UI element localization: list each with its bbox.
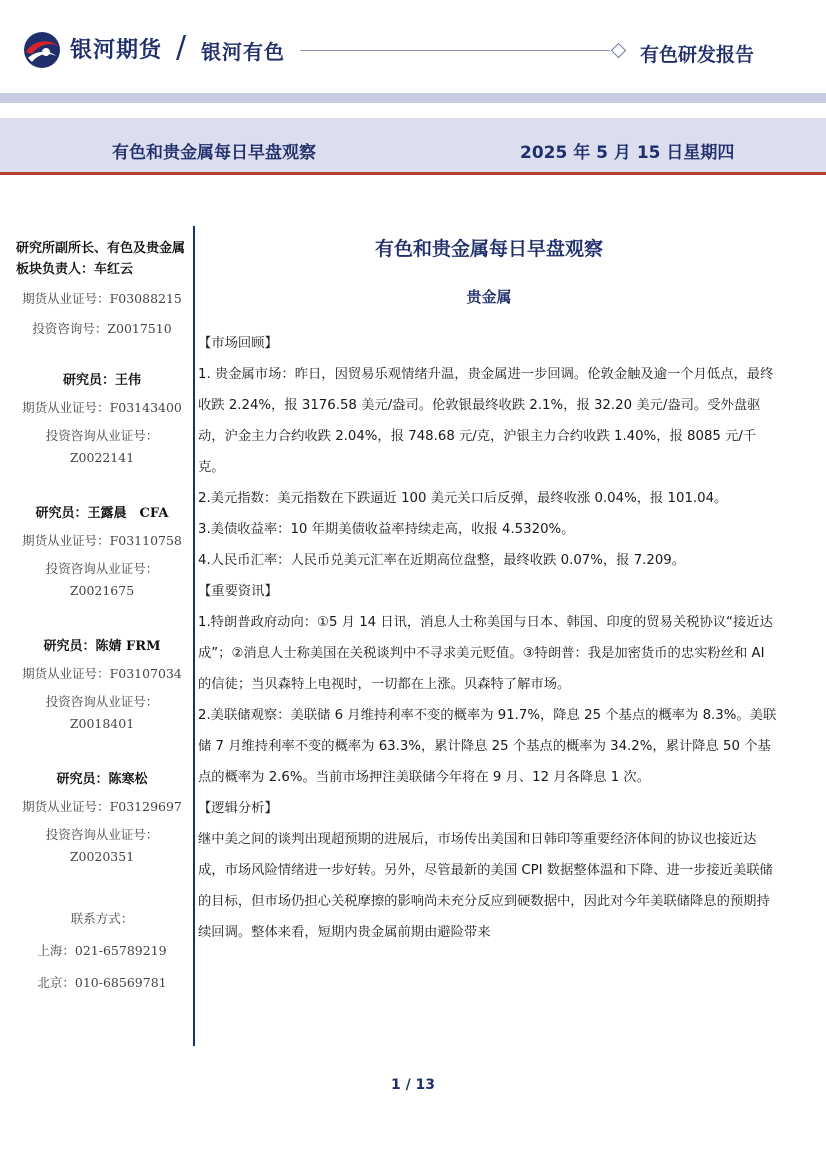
author-license: 期货从业证号：F03110758 — [22, 533, 182, 548]
author-consult: 投资咨询从业证号：Z0018401 — [45, 694, 159, 731]
report-date: 2025 年 5 月 15 日星期四 — [520, 143, 735, 163]
logic-paragraph: 继中美之间的谈判出现超预期的进展后，市场传出美国和日韩印等重要经济体间的协议也接近达成，市场风险情绪进一步好转。另外，尽管最新的美国 CPI 数据整体温和下降、进一步接近美联储的目标，但市场仍担心关税摩擦的影响尚未充分反应到硬数据中，因此对今年美联储降息的预期持续回调。整体来看，短期内贵金属前期由避险带来 — [198, 832, 773, 940]
author-name: 研究员：陈婧 FRM — [43, 639, 161, 654]
news-paragraph: 1.特朗普政府动向：①5 月 14 日讯，消息人士称美国与日本、韩国、印度的贸易关税协议“接近达成”；②消息人士称美国在关税谈判中不寻求美元贬值。③特朗普：我是加密货币的忠实粉丝和 AI 的信徒；当贝森特上电视时，一切都在上涨。贝森特了解市场。 — [198, 615, 773, 692]
sub-brand-name: 银河有色 — [201, 40, 285, 64]
section-title: 贵金属 — [466, 288, 512, 306]
news-heading: 【重要资讯】 — [198, 584, 278, 599]
sidebar-divider — [193, 226, 195, 1046]
author-block — [16, 769, 188, 868]
author-sidebar — [16, 238, 188, 994]
author-block — [16, 636, 188, 735]
news-paragraph: 2.美联储观察：美联储 6 月维持利率不变的概率为 91.7%，降息 25 个基点的概率为 8.3%。美联储 7 月维持利率不变的概率为 63.3%，累计降息 25 个基点的概率为 34.2%，累计降息 50 个基点的概率为 2.6%。当前市场押注美联储今年将在 9 月、12 月各降息 1 次。 — [198, 708, 777, 785]
author-license: 期货从业证号：F03143400 — [22, 400, 182, 415]
band-title: 有色和贵金属每日早盘观察 — [112, 143, 316, 163]
market-review-paragraph: 1. 贵金属市场：昨日，因贸易乐观情绪升温，贵金属进一步回调。伦敦金触及逾一个月低点，最终收跌 2.24%，报 3176.58 美元/盎司。伦敦银最终收跌 2.1%，报 32.20 美元/盎司。受外盘驱动，沪金主力合约收跌 2.04%，报 748.68 元/克，沪银主力合约收跌 1.40%，报 8085 元/千克。 — [198, 367, 774, 475]
document-title: 有色和贵金属每日早盘观察 — [374, 238, 603, 260]
brand-name: 银河期货 — [70, 38, 163, 63]
author-consult: 投资咨询从业证号：Z0021675 — [45, 561, 159, 598]
author-name: 研究员：陈寒松 — [56, 772, 148, 787]
contact-beijing: 北京：010-68569781 — [37, 975, 167, 990]
galaxy-logo-icon — [22, 30, 62, 70]
author-license: 期货从业证号：F03107034 — [22, 666, 182, 681]
logic-heading: 【逻辑分析】 — [198, 801, 278, 816]
main-content — [198, 236, 780, 948]
contact-shanghai: 上海：021-65789219 — [37, 943, 167, 958]
author-license: 期货从业证号：F03129697 — [22, 799, 182, 814]
author-name: 研究所副所长、有色及贵金属板块负责人：车红云 — [16, 241, 186, 277]
page-number: 1 / 13 — [390, 1077, 436, 1093]
author-block — [16, 370, 188, 469]
market-review-heading: 【市场回顾】 — [198, 336, 278, 351]
author-consult: 投资咨询从业证号：Z0022141 — [45, 428, 159, 465]
author-block — [16, 503, 188, 602]
author-consult: 投资咨询号：Z0017510 — [32, 321, 172, 336]
author-license: 期货从业证号：F03088215 — [22, 291, 182, 306]
diamond-icon — [611, 43, 627, 59]
title-band-underline — [0, 172, 826, 175]
author-name: 研究员：王露晨 CFA — [35, 506, 169, 521]
market-review-paragraph: 2.美元指数：美元指数在下跌逼近 100 美元关口后反弹，最终收涨 0.04%，报 101.04。 — [198, 491, 728, 506]
market-review-paragraph: 3.美债收益率：10 年期美债收益率持续走高，收报 4.5320%。 — [198, 522, 575, 537]
header-rule — [300, 50, 610, 51]
brand-separator: / — [176, 30, 187, 65]
report-type: 有色研发报告 — [640, 44, 755, 66]
market-review-paragraph: 4.人民币汇率：人民币兑美元汇率在近期高位盘整，最终收跌 0.07%，报 7.209。 — [198, 553, 686, 568]
contact-block — [16, 908, 188, 994]
contact-label: 联系方式： — [70, 911, 134, 926]
author-consult: 投资咨询从业证号：Z0020351 — [45, 827, 159, 864]
author-name: 研究员：王伟 — [62, 373, 141, 388]
author-block — [16, 238, 188, 340]
header-band-top — [0, 93, 826, 103]
